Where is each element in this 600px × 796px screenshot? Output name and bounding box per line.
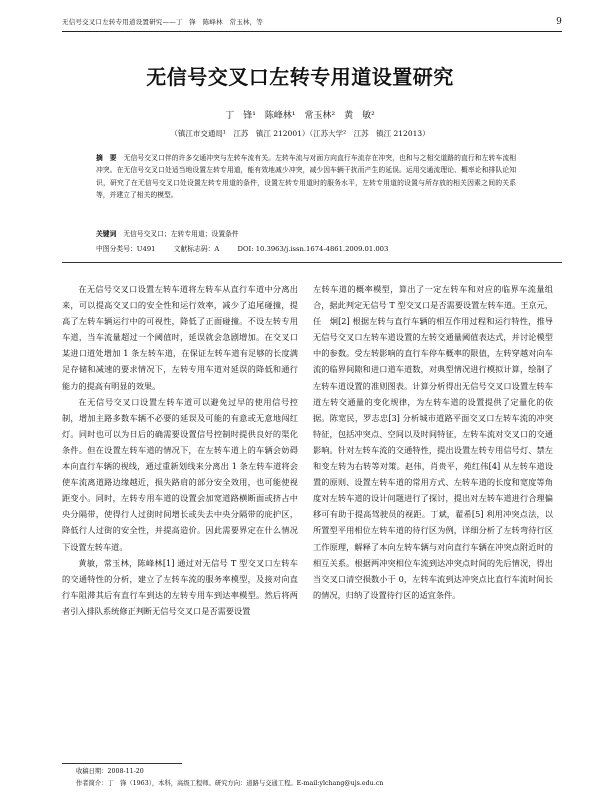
keywords xyxy=(96,228,516,240)
abstract xyxy=(96,152,516,201)
document-code: 文献标志码：A xyxy=(173,245,220,253)
body-paragraph: 黄敏，常玉林，陈峰林[1] 通过对无信号 T 型交叉口左转车的交通特性的分析，建立了左转车流的服务率模型，及接对向直行车阻滞其后有直行车到达的左转专用车到达率模型。然后将两者引入排队系统修正判断无信号交叉口是否需要设置 xyxy=(62,557,298,616)
keywords-label: 关键词 xyxy=(96,230,117,238)
keywords-text: 无信号交叉口；左转专用道；设置条件 xyxy=(123,230,239,238)
body-paragraph: 在无信号交叉口设置左转车道可以避免过早的使用信号控制，增加主路多数车辆不必要的延误及可能的有意或无意地闯红灯。同时也可以为日后的确需要设置信号控制时提供良好的渠化条件。但在设置左转车道的情况下，在左转车道上的车辆会妨碍本向直行车辆的视线，通过重新划线来分离出 1 条左转车道将会使车流离道路边缘越近，损失路肩的部分安全效用，也可能使视距变小。同时，左转专用车道的设置会加宽道路横断面或挤占中央分隔带，使得行人过街时间增长或失去中央分隔带的庇护区，降低行人过街的安全性，并提高造价。因此需要界定在什么情况下设置左转车道。 xyxy=(62,396,298,552)
classification-line xyxy=(96,243,516,255)
abstract-text: 无信号交叉口伴的许多交通冲突与左转车流有关。左转车流与对面方向直行车流存在冲突，也和与之相交道路的直行和左转车流相冲突。在无信号交叉口处适当地设置左转专用道，能有效地减少冲突，减少因车辆干扰而产生的延误。运用交通流理论、概率论和排队论知识，研究了在无信号交叉口处设置左转专用道的条件，设置左转专用道时的服务水平，左转专用道的设置与所存放的相关因素之间的关系等，并建立了相关的模型。 xyxy=(96,154,517,199)
author-list: 丁 锋¹ 陈峰林¹ 常玉林² 黄 敏² xyxy=(225,111,375,121)
abstract-rule xyxy=(62,262,562,263)
page-number: 9 xyxy=(556,17,562,27)
body-column-right xyxy=(313,281,553,603)
running-head xyxy=(62,16,562,30)
footnote-author-info: 作者简介：丁 锋（1963），本科，高级工程师。研究方向：道路与交通工程。E-mail:ylchang@ujs.edu.cn xyxy=(76,780,384,787)
footnote-rule xyxy=(62,763,182,764)
affiliation: （镇江市交通局¹ 江苏 镇江 212001）（江苏大学² 江苏 镇江 212013） xyxy=(170,129,430,138)
header-rule xyxy=(62,31,562,32)
paper-title: 无信号交叉口左转专用道设置研究 xyxy=(146,65,454,89)
body-paragraph: 在无信号交叉口设置左转车道将左转车从直行车道中分离出来，可以提高交叉口的安全性和运行效率，减少了追尾碰撞，提高了左转车辆运行中的可视性，降低了正面碰撞。不设左转专用车道，当车流量超过一个阈值时，延误就会急剧增加。在交叉口某进口道处增加 1 条左转车道，在保证左转车道有足够的长度满足存储和减速的要求情况下，左转专用车道对延误的降低和通行能力的提高有明显的效果。 xyxy=(62,284,298,391)
clc-number: 中图分类号：U491 xyxy=(96,245,156,253)
abstract-label: 摘 要 xyxy=(96,154,117,162)
body-paragraph-continued: 左转车道的概率模型，算出了一定左转车和对应的临界车流量组合，据此判定无信号 T 型交叉口是否需要设置左转车道。王京元，任 炯[2] 根据左转与直行车辆的相互作用过程和运行特性，推导无信号交叉口左转车道设置的左转交通量阈值表达式，并讨论模型中的参数。受左转影响的直行车停车概率的限值，左转穿越对向车流的临界间隙和进口道车道数，对典型情况进行模拟计算，绘制了左转车道设置的准则图表。计算分析得出无信号交叉口设置左转车道左转交通量的变化规律，为左转车道的设置提供了定量化的依据。陈宽民，罗志忠[3] 分析城市道路平面交叉口左转车流的冲突特征，包括冲突点、空间以及时间特征，左转车流对交叉口的交通影响。针对左转车流的交通特性，提出设置左转专用信号灯、禁左和变左转为右转等对策。赵伟，肖贵平，苑红伟[4] 从左转车道设置的原则、设置左转车道的常用方式、左转车道的长度和宽度等角度对左转车道的设计问题进行了探讨，提出对左转车道进行合理偏移可有助于提高驾驶员的视距。丁斌，翟希[5] 利用冲突点法，以所置型平用相位左转车道的待行区为例，详细分析了左转弯待行区工作原理，解释了本向左转车辆与对向直行车辆在冲突点附近时的相互关系。根据两冲突相位车流到达冲突点时间的先后情况，得出当交叉口清空损数小于 0，左转车流到达冲突点比直行车流时间长的情况，归纳了设置待行区的适宜条件。 xyxy=(313,284,553,600)
running-head-text: 无信号交叉口左转专用道设置研究——丁 锋 陈峰林 常玉林，等 xyxy=(62,18,263,26)
footnote-received-date: 收稿日期：2008-11-20 xyxy=(76,768,144,775)
doi: DOI: 10.3963/j.issn.1674-4861.2009.01.003 xyxy=(237,245,389,253)
body-column-left xyxy=(62,281,298,619)
